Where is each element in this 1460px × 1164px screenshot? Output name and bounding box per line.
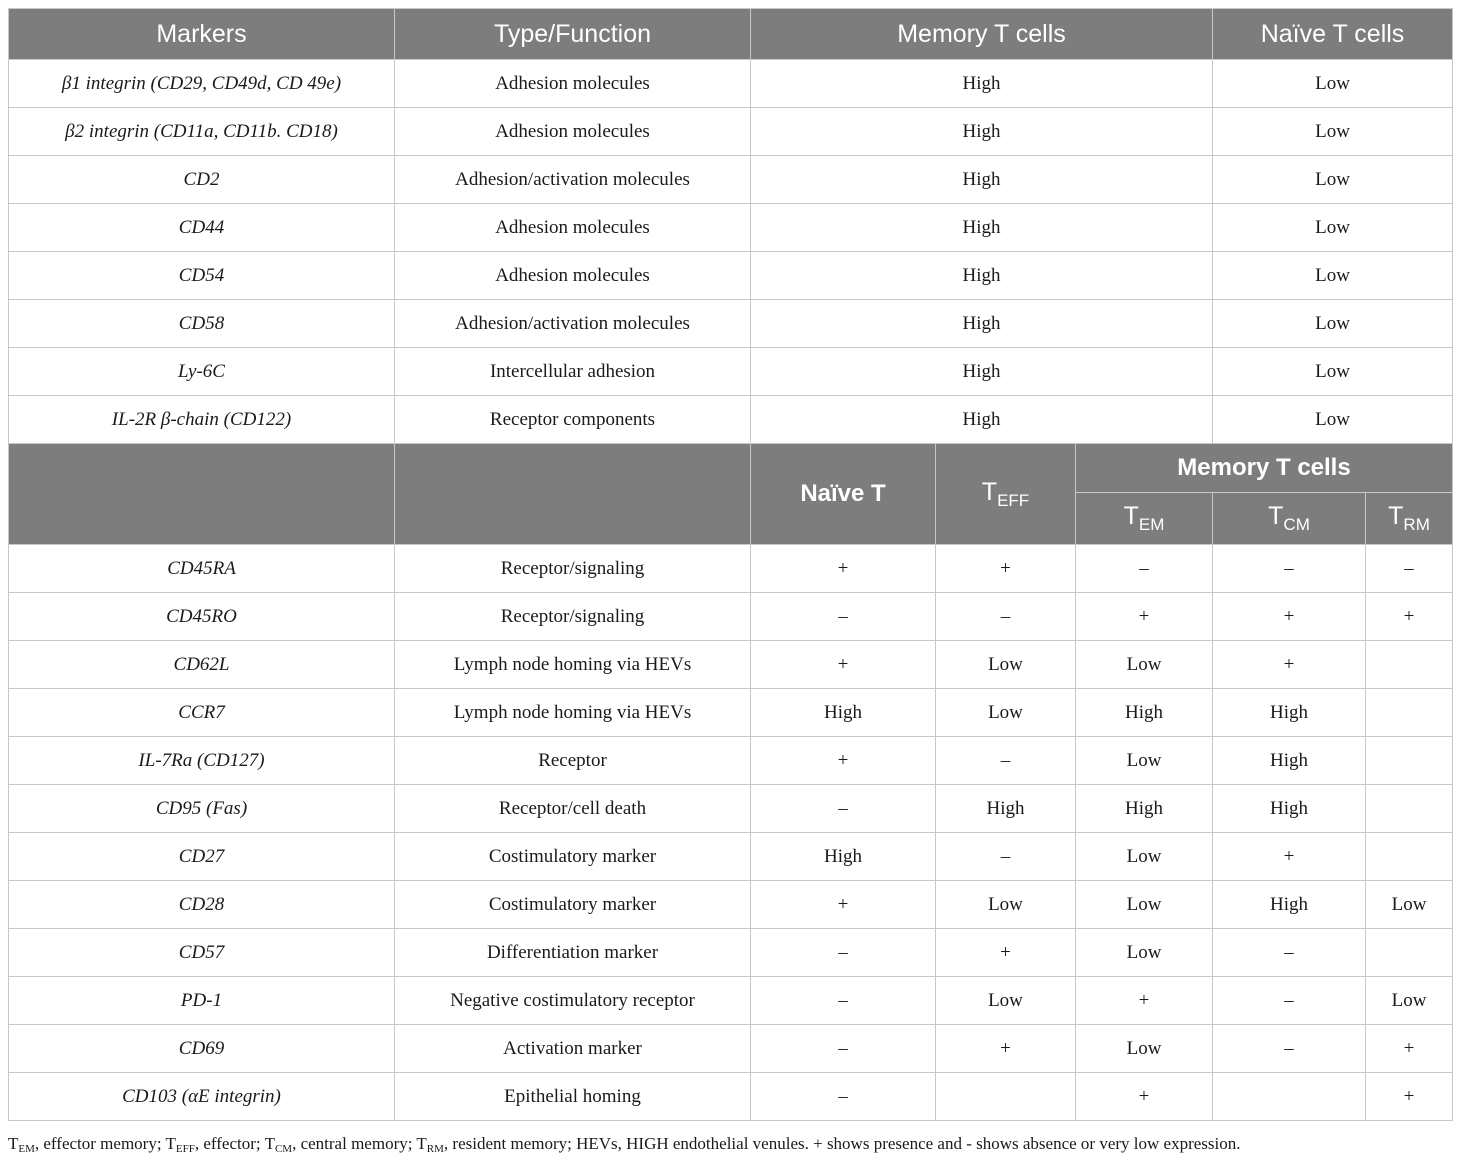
- memory-value-cell: High: [751, 300, 1213, 348]
- fn-trm-text: , resident memory; HEVs, HIGH endothelial venules. + shows presence and - shows absence or very low expression.: [443, 1134, 1241, 1153]
- tem-cell: Low: [1076, 929, 1213, 977]
- fn-tem-sub: EM: [18, 1143, 35, 1155]
- header-memory-t-cells-group: Memory T cells: [1076, 444, 1453, 493]
- tem-cell: +: [1076, 593, 1213, 641]
- teff-cell: High: [936, 785, 1076, 833]
- function-cell: Adhesion molecules: [395, 108, 751, 156]
- trm-cell: Low: [1366, 977, 1453, 1025]
- tem-cell: +: [1076, 1073, 1213, 1121]
- tem-cell: High: [1076, 689, 1213, 737]
- naive-t-cell: –: [751, 1073, 936, 1121]
- tcm-cell: High: [1213, 785, 1366, 833]
- tcm-cell: High: [1213, 737, 1366, 785]
- fn-tcm-sub: CM: [274, 1143, 293, 1155]
- function-cell: Receptor components: [395, 396, 751, 444]
- marker-cell: CD27: [9, 833, 395, 881]
- header-tem-sub: EM: [1138, 515, 1165, 534]
- header-blank-markers: [9, 444, 395, 545]
- tcm-cell: –: [1213, 929, 1366, 977]
- header-tem-base: T: [1123, 502, 1139, 530]
- table1-row: [9, 108, 1453, 156]
- memory-value-cell: High: [751, 204, 1213, 252]
- marker-cell: IL-7Ra (CD127): [9, 737, 395, 785]
- fn-teff-text: , effector;: [194, 1134, 265, 1153]
- naive-t-cell: +: [751, 545, 936, 593]
- table2-row: [9, 1025, 1453, 1073]
- fn-trm-sub: RM: [426, 1143, 444, 1155]
- function-cell: Costimulatory marker: [395, 881, 751, 929]
- tcm-cell: High: [1213, 881, 1366, 929]
- marker-table: [8, 8, 1453, 1121]
- marker-cell: CD2: [9, 156, 395, 204]
- tem-cell: Low: [1076, 833, 1213, 881]
- header-tcm-base: T: [1268, 502, 1284, 530]
- marker-cell: IL-2R β-chain (CD122): [9, 396, 395, 444]
- teff-cell: Low: [936, 641, 1076, 689]
- table1-row: [9, 60, 1453, 108]
- tcm-cell: –: [1213, 1025, 1366, 1073]
- table1-row: [9, 156, 1453, 204]
- table2-row: [9, 689, 1453, 737]
- marker-table-container: [8, 8, 1452, 1121]
- naive-t-cell: –: [751, 785, 936, 833]
- memory-value-cell: High: [751, 252, 1213, 300]
- fn-tem-text: , effector memory;: [34, 1134, 166, 1153]
- tem-cell: Low: [1076, 1025, 1213, 1073]
- header-naive-t-text: Naïve T: [800, 480, 886, 507]
- memory-value-cell: High: [751, 396, 1213, 444]
- fn-teff-sub: EFF: [175, 1143, 195, 1155]
- function-cell: Lymph node homing via HEVs: [395, 641, 751, 689]
- marker-cell: CD45RA: [9, 545, 395, 593]
- marker-cell: PD-1: [9, 977, 395, 1025]
- header-naive-t-cells: Naïve T cells: [1213, 9, 1453, 60]
- tem-cell: High: [1076, 785, 1213, 833]
- table2-row: [9, 593, 1453, 641]
- table1-row: [9, 396, 1453, 444]
- tcm-cell: +: [1213, 593, 1366, 641]
- function-cell: Receptor/cell death: [395, 785, 751, 833]
- table2-row: [9, 977, 1453, 1025]
- table1-row: [9, 348, 1453, 396]
- header-trm: [1366, 493, 1453, 545]
- tcm-cell: +: [1213, 833, 1366, 881]
- naive-t-cell: High: [751, 833, 936, 881]
- table1-row: [9, 252, 1453, 300]
- function-cell: Costimulatory marker: [395, 833, 751, 881]
- header-memory-t-cells: Memory T cells: [751, 9, 1213, 60]
- fn-tem-base: T: [8, 1134, 19, 1153]
- header-type-function: Type/Function: [395, 9, 751, 60]
- function-cell: Adhesion/activation molecules: [395, 156, 751, 204]
- trm-cell: [1366, 737, 1453, 785]
- function-cell: Activation marker: [395, 1025, 751, 1073]
- naive-value-cell: Low: [1213, 348, 1453, 396]
- trm-cell: [1366, 929, 1453, 977]
- trm-cell: +: [1366, 1073, 1453, 1121]
- tem-cell: Low: [1076, 737, 1213, 785]
- header-naive-t: [751, 444, 936, 545]
- function-cell: Intercellular adhesion: [395, 348, 751, 396]
- naive-value-cell: Low: [1213, 108, 1453, 156]
- trm-cell: [1366, 641, 1453, 689]
- table2-row: [9, 929, 1453, 977]
- memory-value-cell: High: [751, 60, 1213, 108]
- table1-row: [9, 300, 1453, 348]
- trm-cell: [1366, 833, 1453, 881]
- naive-t-cell: –: [751, 929, 936, 977]
- marker-cell: CD103 (αE integrin): [9, 1073, 395, 1121]
- teff-cell: +: [936, 929, 1076, 977]
- trm-cell: –: [1366, 545, 1453, 593]
- marker-cell: CD69: [9, 1025, 395, 1073]
- naive-value-cell: Low: [1213, 204, 1453, 252]
- header-blank-type: [395, 444, 751, 545]
- marker-cell: β1 integrin (CD29, CD49d, CD 49e): [9, 60, 395, 108]
- naive-t-cell: +: [751, 641, 936, 689]
- tem-cell: Low: [1076, 881, 1213, 929]
- table2-row: [9, 833, 1453, 881]
- tem-cell: +: [1076, 977, 1213, 1025]
- table2-row: [9, 737, 1453, 785]
- marker-cell: CD57: [9, 929, 395, 977]
- naive-t-cell: +: [751, 737, 936, 785]
- table2-row: [9, 1073, 1453, 1121]
- teff-cell: Low: [936, 881, 1076, 929]
- header-teff: [936, 444, 1076, 545]
- header-markers: Markers: [9, 9, 395, 60]
- memory-value-cell: High: [751, 348, 1213, 396]
- header-tcm: [1213, 493, 1366, 545]
- table2-header-row-1: [9, 444, 1453, 493]
- function-cell: Negative costimulatory receptor: [395, 977, 751, 1025]
- table-footnote: [8, 1134, 1241, 1155]
- tcm-cell: [1213, 1073, 1366, 1121]
- function-cell: Lymph node homing via HEVs: [395, 689, 751, 737]
- naive-t-cell: –: [751, 593, 936, 641]
- table2-row: [9, 881, 1453, 929]
- header-teff-base: T: [981, 477, 998, 506]
- function-cell: Receptor/signaling: [395, 545, 751, 593]
- teff-cell: –: [936, 833, 1076, 881]
- header-trm-base: T: [1388, 502, 1404, 530]
- trm-cell: +: [1366, 1025, 1453, 1073]
- teff-cell: –: [936, 593, 1076, 641]
- marker-cell: β2 integrin (CD11a, CD11b. CD18): [9, 108, 395, 156]
- marker-cell: CD44: [9, 204, 395, 252]
- function-cell: Receptor: [395, 737, 751, 785]
- teff-cell: +: [936, 545, 1076, 593]
- tcm-cell: –: [1213, 545, 1366, 593]
- marker-cell: CD58: [9, 300, 395, 348]
- table1-header-row: [9, 9, 1453, 60]
- naive-value-cell: Low: [1213, 300, 1453, 348]
- trm-cell: [1366, 689, 1453, 737]
- trm-cell: +: [1366, 593, 1453, 641]
- marker-cell: CD28: [9, 881, 395, 929]
- table2-row: [9, 641, 1453, 689]
- fn-teff-base: T: [165, 1134, 176, 1153]
- memory-value-cell: High: [751, 156, 1213, 204]
- naive-t-cell: –: [751, 977, 936, 1025]
- header-teff-sub: EFF: [997, 490, 1030, 510]
- naive-t-cell: +: [751, 881, 936, 929]
- trm-cell: Low: [1366, 881, 1453, 929]
- teff-cell: –: [936, 737, 1076, 785]
- marker-cell: CD95 (Fas): [9, 785, 395, 833]
- naive-t-cell: High: [751, 689, 936, 737]
- fn-tcm-base: T: [264, 1134, 275, 1153]
- function-cell: Adhesion/activation molecules: [395, 300, 751, 348]
- tem-cell: –: [1076, 545, 1213, 593]
- function-cell: Differentiation marker: [395, 929, 751, 977]
- tem-cell: Low: [1076, 641, 1213, 689]
- header-tem: [1076, 493, 1213, 545]
- marker-cell: CD62L: [9, 641, 395, 689]
- table2-row: [9, 545, 1453, 593]
- function-cell: Receptor/signaling: [395, 593, 751, 641]
- tcm-cell: +: [1213, 641, 1366, 689]
- function-cell: Adhesion molecules: [395, 60, 751, 108]
- naive-value-cell: Low: [1213, 156, 1453, 204]
- table1-row: [9, 204, 1453, 252]
- memory-value-cell: High: [751, 108, 1213, 156]
- function-cell: Adhesion molecules: [395, 252, 751, 300]
- table2-row: [9, 785, 1453, 833]
- naive-value-cell: Low: [1213, 252, 1453, 300]
- header-tcm-sub: CM: [1283, 515, 1310, 534]
- teff-cell: Low: [936, 689, 1076, 737]
- teff-cell: [936, 1073, 1076, 1121]
- function-cell: Epithelial homing: [395, 1073, 751, 1121]
- marker-cell: CCR7: [9, 689, 395, 737]
- naive-value-cell: Low: [1213, 60, 1453, 108]
- tcm-cell: –: [1213, 977, 1366, 1025]
- teff-cell: +: [936, 1025, 1076, 1073]
- trm-cell: [1366, 785, 1453, 833]
- tcm-cell: High: [1213, 689, 1366, 737]
- marker-cell: CD45RO: [9, 593, 395, 641]
- fn-tcm-text: , central memory;: [292, 1134, 417, 1153]
- teff-cell: Low: [936, 977, 1076, 1025]
- naive-t-cell: –: [751, 1025, 936, 1073]
- marker-cell: Ly-6C: [9, 348, 395, 396]
- function-cell: Adhesion molecules: [395, 204, 751, 252]
- fn-trm-base: T: [416, 1134, 427, 1153]
- header-trm-sub: RM: [1403, 515, 1430, 534]
- marker-cell: CD54: [9, 252, 395, 300]
- naive-value-cell: Low: [1213, 396, 1453, 444]
